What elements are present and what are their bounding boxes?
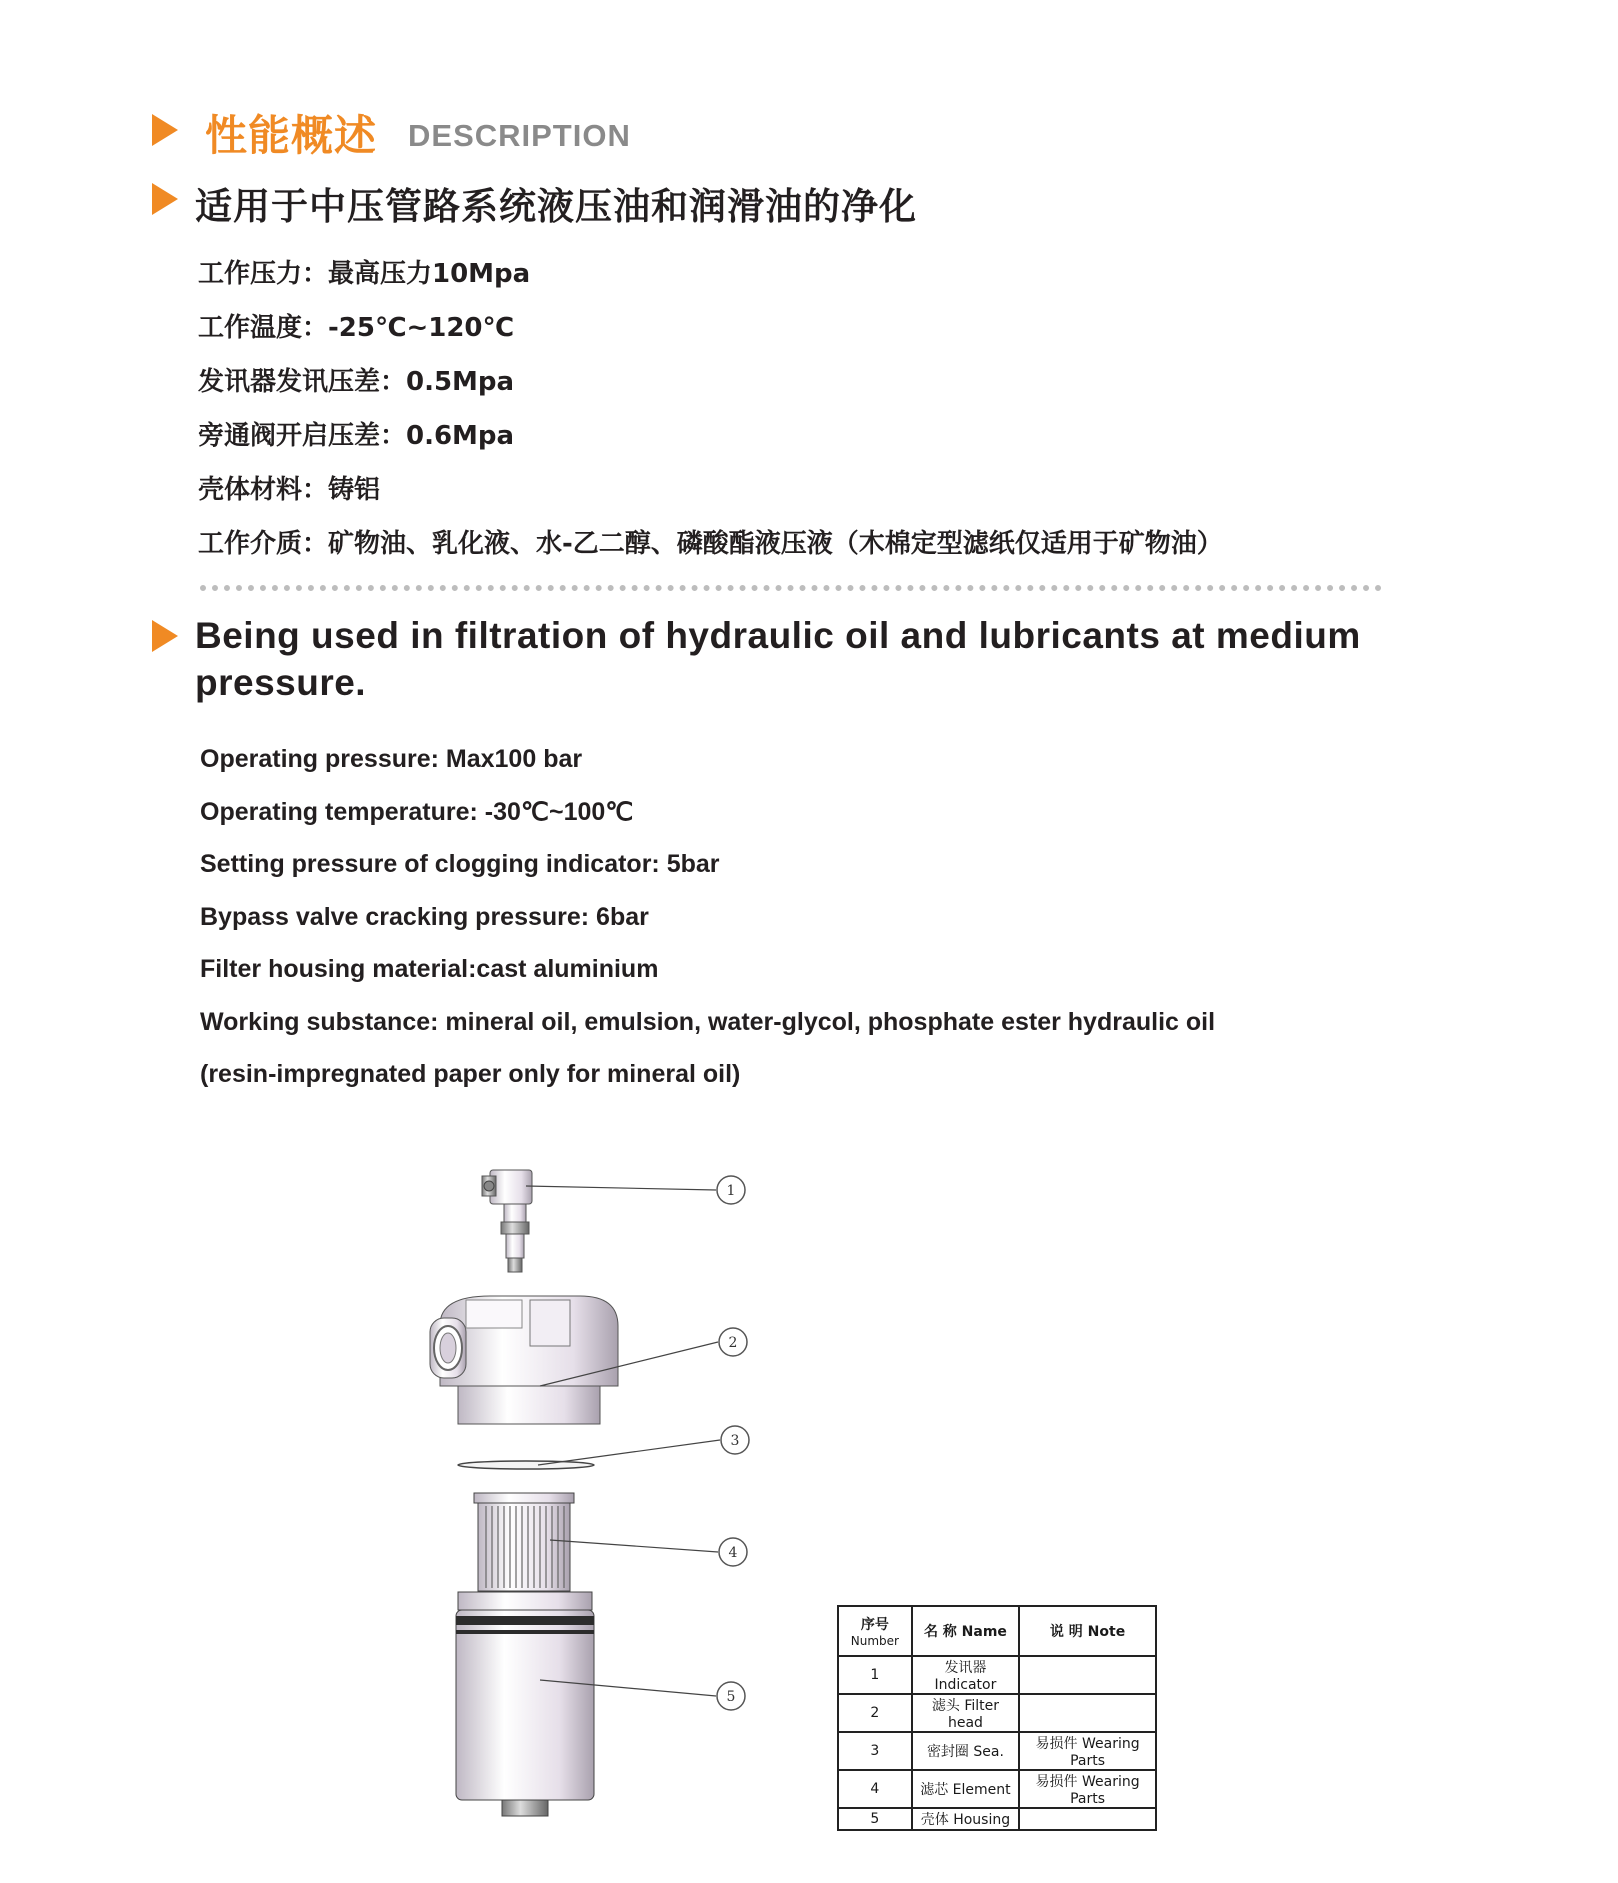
en-spec-list bbox=[200, 744, 1215, 1112]
row-name: 密封圈 Sea. bbox=[912, 1732, 1019, 1770]
title-arrow-icon bbox=[152, 114, 178, 146]
section-divider bbox=[200, 585, 1382, 591]
indicator-part bbox=[482, 1170, 532, 1272]
table-row bbox=[838, 1656, 1156, 1694]
cn-spec-item: 旁通阀开启压差：0.6Mpa bbox=[198, 421, 515, 451]
cn-spec-item: 发讯器发讯压差：0.5Mpa bbox=[198, 367, 515, 397]
en-heading-line1: Being used in filtration of hydraulic oil and lubricants at medium bbox=[195, 615, 1361, 656]
table-row bbox=[838, 1732, 1156, 1770]
header-note: 说 明 Note bbox=[1019, 1606, 1156, 1656]
row-name: 滤芯 Element bbox=[912, 1770, 1019, 1808]
callout-4 bbox=[719, 1538, 747, 1566]
row-number: 5 bbox=[838, 1808, 912, 1830]
row-number: 4 bbox=[838, 1770, 912, 1808]
header-number-cn: 序号 bbox=[860, 1617, 889, 1633]
parts-table bbox=[837, 1605, 1157, 1831]
en-spec-item: Setting pressure of clogging indicator: 5bar bbox=[200, 850, 720, 878]
en-spec-item: Operating temperature: -30℃~100℃ bbox=[200, 797, 634, 826]
callout-1 bbox=[717, 1176, 745, 1204]
header-number bbox=[838, 1606, 912, 1656]
en-spec-item: (resin-impregnated paper only for mineral oil) bbox=[200, 1060, 741, 1088]
row-note bbox=[1019, 1808, 1156, 1830]
row-name: 发讯器 Indicator bbox=[912, 1656, 1019, 1694]
callout-4-label: 4 bbox=[728, 1545, 738, 1561]
row-number: 3 bbox=[838, 1732, 912, 1770]
cn-heading-arrow-icon bbox=[152, 183, 178, 215]
row-name: 滤头 Filter head bbox=[912, 1694, 1019, 1732]
exploded-filter-diagram bbox=[400, 1150, 800, 1830]
cn-heading: 适用于中压管路系统液压油和润滑油的净化 bbox=[195, 185, 917, 228]
cn-spec-item: 工作介质：矿物油、乳化液、水-乙二醇、磷酸酯液压液（木棉定型滤纸仅适用于矿物油） bbox=[198, 529, 1223, 559]
row-note: 易损件 Wearing Parts bbox=[1019, 1770, 1156, 1808]
row-name: 壳体 Housing bbox=[912, 1808, 1019, 1830]
callout-1-label: 1 bbox=[726, 1183, 736, 1199]
cn-spec-list bbox=[198, 257, 1223, 581]
table-row bbox=[838, 1770, 1156, 1808]
callout-5-label: 5 bbox=[726, 1689, 736, 1705]
seal-ring-part bbox=[458, 1461, 594, 1469]
callout-2-label: 2 bbox=[728, 1335, 738, 1351]
section-title-cn: 性能概述 bbox=[205, 111, 378, 160]
filter-element-part bbox=[474, 1493, 574, 1591]
en-heading bbox=[195, 612, 1415, 706]
en-spec-item: Working substance: mineral oil, emulsion, water-glycol, phosphate ester hydraulic oil bbox=[200, 1007, 1216, 1036]
callout-3 bbox=[721, 1426, 749, 1454]
row-number: 1 bbox=[838, 1656, 912, 1694]
en-spec-item: Operating pressure: Max100 bar bbox=[200, 745, 583, 773]
row-note bbox=[1019, 1656, 1156, 1694]
header-name: 名 称 Name bbox=[912, 1606, 1019, 1656]
callout-3-label: 3 bbox=[730, 1433, 740, 1449]
cn-spec-item: 壳体材料：铸铝 bbox=[198, 475, 381, 505]
table-row bbox=[838, 1694, 1156, 1732]
parts-table-header bbox=[838, 1606, 1156, 1656]
table-row bbox=[838, 1808, 1156, 1830]
callout-5 bbox=[717, 1682, 745, 1710]
cn-spec-item: 工作温度：-25℃~120℃ bbox=[198, 313, 514, 343]
row-number: 2 bbox=[838, 1694, 912, 1732]
section-title-en: DESCRIPTION bbox=[408, 118, 631, 153]
header-number-en: Number bbox=[850, 1634, 899, 1648]
cn-spec-item: 工作压力：最高压力10Mpa bbox=[198, 259, 531, 289]
housing-part bbox=[456, 1592, 594, 1816]
en-heading-line2: pressure. bbox=[195, 662, 367, 703]
row-note: 易损件 Wearing Parts bbox=[1019, 1732, 1156, 1770]
en-spec-item: Filter housing material:cast aluminium bbox=[200, 955, 659, 983]
row-note bbox=[1019, 1694, 1156, 1732]
en-spec-item: Bypass valve cracking pressure: 6bar bbox=[200, 902, 649, 931]
en-heading-arrow-icon bbox=[152, 620, 178, 652]
filter-head-part bbox=[430, 1296, 618, 1424]
callout-2 bbox=[719, 1328, 747, 1356]
